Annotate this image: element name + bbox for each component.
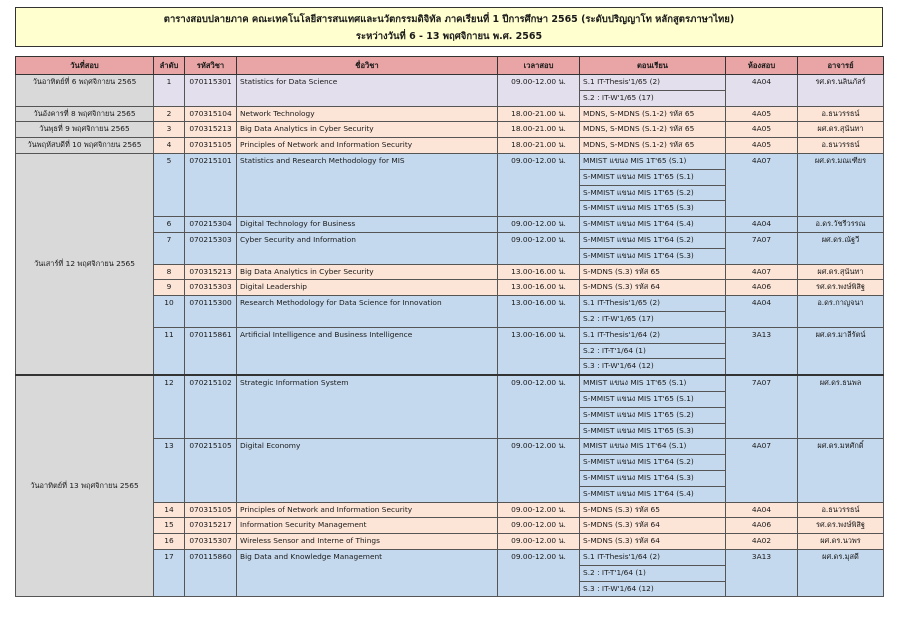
cell-no: 12 xyxy=(154,375,185,439)
cell-subject: Research Methodology for Data Science for Innovation xyxy=(237,296,498,328)
cell-no: 3 xyxy=(154,122,185,138)
header-subject: ชื่อวิชา xyxy=(237,57,498,75)
cell-subject: Principles of Network and Information Security xyxy=(237,138,498,154)
cell-subject: Digital Technology for Business xyxy=(237,217,498,233)
cell-time: 09.00-12.00 น. xyxy=(498,518,580,534)
cell-date: วันพุธที่ 9 พฤศจิกายน 2565 xyxy=(16,122,154,138)
cell-subject: Network Technology xyxy=(237,106,498,122)
cell-date: วันอังคารที่ 8 พฤศจิกายน 2565 xyxy=(16,106,154,122)
cell-section: S.2 : IT-W'1/65 (17) xyxy=(580,90,726,106)
cell-no: 10 xyxy=(154,296,185,328)
schedule-title-box xyxy=(15,7,883,47)
cell-room: 4A02 xyxy=(726,534,798,550)
cell-section: MMIST แขนง MIS 1T'65 (S.1) xyxy=(580,153,726,169)
cell-teacher: ผศ.ดร.มณเฑียร xyxy=(798,153,884,216)
cell-room: 4A04 xyxy=(726,75,798,107)
cell-section: S-MMIST แขนง MIS 1T'64 (S.4) xyxy=(580,486,726,502)
cell-section: S-MDNS (S.3) รหัส 64 xyxy=(580,518,726,534)
cell-subject: Information Security Management xyxy=(237,518,498,534)
cell-time: 09.00-12.00 น. xyxy=(498,153,580,216)
cell-section: MDNS, S-MDNS (S.1-2) รหัส 65 xyxy=(580,106,726,122)
cell-teacher: ผศ.ดร.ณัฐวี xyxy=(798,232,884,264)
header-code: รหัสวิชา xyxy=(185,57,237,75)
cell-subject: Artificial Intelligence and Business Intelligence xyxy=(237,327,498,375)
exam-schedule-table xyxy=(15,56,884,597)
cell-time: 09.00-12.00 น. xyxy=(498,439,580,502)
cell-teacher: อ.ธนวรรธน์ xyxy=(798,502,884,518)
cell-time: 13.00-16.00 น. xyxy=(498,280,580,296)
cell-no: 6 xyxy=(154,217,185,233)
cell-date: วันอาทิตย์ที่ 6 พฤศจิกายน 2565 xyxy=(16,75,154,107)
cell-section: S.1 IT-Thesis'1/64 (2) xyxy=(580,327,726,343)
cell-code: 070315307 xyxy=(185,534,237,550)
cell-time: 13.00-16.00 น. xyxy=(498,264,580,280)
cell-no: 13 xyxy=(154,439,185,502)
header-date: วันที่สอบ xyxy=(16,57,154,75)
table-body xyxy=(16,75,884,597)
cell-subject: Big Data and Knowledge Management xyxy=(237,549,498,596)
cell-teacher: ผศ.ดร.สุนันทา xyxy=(798,264,884,280)
cell-room: 4A07 xyxy=(726,439,798,502)
cell-code: 070315217 xyxy=(185,518,237,534)
cell-code: 070215105 xyxy=(185,439,237,502)
cell-time: 09.00-12.00 น. xyxy=(498,375,580,439)
cell-teacher: ผศ.ดร.มหศักดิ์ xyxy=(798,439,884,502)
cell-section: S-MMIST แขนง MIS 1T'65 (S.1) xyxy=(580,169,726,185)
cell-no: 17 xyxy=(154,549,185,596)
header-no: ลำดับ xyxy=(154,57,185,75)
cell-section: MMIST แขนง MIS 1T'64 (S.1) xyxy=(580,439,726,455)
cell-teacher: อ.ดร.กาญจนา xyxy=(798,296,884,328)
cell-subject: Cyber Security and Information xyxy=(237,232,498,264)
cell-section: MDNS, S-MDNS (S.1-2) รหัส 65 xyxy=(580,122,726,138)
cell-section: S-MMIST แขนง MIS 1T'64 (S.2) xyxy=(580,455,726,471)
cell-no: 8 xyxy=(154,264,185,280)
cell-time: 09.00-12.00 น. xyxy=(498,534,580,550)
cell-no: 2 xyxy=(154,106,185,122)
cell-no: 7 xyxy=(154,232,185,264)
cell-code: 070115301 xyxy=(185,75,237,107)
cell-time: 18.00-21.00 น. xyxy=(498,138,580,154)
table-row xyxy=(16,106,884,122)
cell-subject: Strategic Information System xyxy=(237,375,498,439)
cell-teacher: ผศ.ดร.มุสดี xyxy=(798,549,884,596)
cell-teacher: อ.ธนวรรธน์ xyxy=(798,106,884,122)
cell-section: MMIST แขนง MIS 1T'65 (S.1) xyxy=(580,375,726,391)
cell-section: S-MMIST แขนง MIS 1T'65 (S.2) xyxy=(580,185,726,201)
cell-code: 070315213 xyxy=(185,122,237,138)
schedule-title: ตารางสอบปลายภาค คณะเทคโนโลยีสารสนเทศและนวัตกรรมดิจิทัล ภาคเรียนที่ 1 ปีการศึกษา 2565 (ระดับปริญญาโท หลักสูตรภาษาไทย) xyxy=(163,14,735,25)
cell-no: 4 xyxy=(154,138,185,154)
cell-code: 070215101 xyxy=(185,153,237,216)
cell-section: S.2 : IT-T'1/64 (1) xyxy=(580,343,726,359)
cell-code: 070215304 xyxy=(185,217,237,233)
cell-subject: Digital Leadership xyxy=(237,280,498,296)
cell-room: 4A06 xyxy=(726,518,798,534)
cell-no: 16 xyxy=(154,534,185,550)
cell-subject: Statistics and Research Methodology for MIS xyxy=(237,153,498,216)
cell-section: S.3 : IT-W'1/64 (12) xyxy=(580,359,726,375)
cell-section: S-MMIST แขนง MIS 1T'65 (S.1) xyxy=(580,391,726,407)
cell-teacher: ผศ.ดร.สุนันทา xyxy=(798,122,884,138)
cell-room: 4A04 xyxy=(726,502,798,518)
cell-section: S.1 IT-Thesis'1/65 (2) xyxy=(580,296,726,312)
cell-time: 18.00-21.00 น. xyxy=(498,122,580,138)
cell-code: 070315213 xyxy=(185,264,237,280)
cell-code: 070115861 xyxy=(185,327,237,375)
cell-teacher: ผศ.ดร.นวพร xyxy=(798,534,884,550)
cell-subject: Wireless Sensor and Interne of Things xyxy=(237,534,498,550)
cell-code: 070315105 xyxy=(185,502,237,518)
cell-teacher: ผศ.ดร.มาลีรัตน์ xyxy=(798,327,884,375)
cell-time: 09.00-12.00 น. xyxy=(498,502,580,518)
cell-section: S.2 : IT-T'1/64 (1) xyxy=(580,565,726,581)
cell-section: S-MDNS (S.3) รหัส 65 xyxy=(580,264,726,280)
cell-teacher: รศ.ดร.นลินภัสร์ xyxy=(798,75,884,107)
table-row xyxy=(16,138,884,154)
cell-code: 070115300 xyxy=(185,296,237,328)
cell-section: S-MDNS (S.3) รหัส 64 xyxy=(580,534,726,550)
cell-section: S-MMIST แขนง MIS 1T'64 (S.3) xyxy=(580,470,726,486)
cell-code: 070315104 xyxy=(185,106,237,122)
cell-room: 3A13 xyxy=(726,327,798,375)
cell-time: 18.00-21.00 น. xyxy=(498,106,580,122)
cell-room: 4A07 xyxy=(726,264,798,280)
cell-section: S.2 : IT-W'1/65 (17) xyxy=(580,311,726,327)
cell-room: 4A06 xyxy=(726,280,798,296)
cell-room: 4A05 xyxy=(726,122,798,138)
cell-time: 09.00-12.00 น. xyxy=(498,549,580,596)
cell-no: 14 xyxy=(154,502,185,518)
cell-teacher: อ.ธนวรรธน์ xyxy=(798,138,884,154)
cell-section: S-MMIST แขนง MIS 1T'64 (S.2) xyxy=(580,232,726,248)
cell-section: S.1 IT-Thesis'1/64 (2) xyxy=(580,549,726,565)
cell-teacher: อ.ดร.วัชรีวรรณ xyxy=(798,217,884,233)
cell-section: S-MMIST แขนง MIS 1T'64 (S.3) xyxy=(580,248,726,264)
header-room: ห้องสอบ xyxy=(726,57,798,75)
cell-no: 9 xyxy=(154,280,185,296)
cell-no: 11 xyxy=(154,327,185,375)
cell-no: 5 xyxy=(154,153,185,216)
cell-section: S-MDNS (S.3) รหัส 64 xyxy=(580,280,726,296)
cell-no: 1 xyxy=(154,75,185,107)
cell-teacher: รศ.ดร.พงษ์พิสิฐ xyxy=(798,518,884,534)
cell-section: S.1 IT-Thesis'1/65 (2) xyxy=(580,75,726,91)
cell-section: S-MMIST แขนง MIS 1T'65 (S.3) xyxy=(580,423,726,439)
cell-subject: Big Data Analytics in Cyber Security xyxy=(237,264,498,280)
cell-time: 13.00-16.00 น. xyxy=(498,327,580,375)
cell-section: S-MMIST แขนง MIS 1T'65 (S.3) xyxy=(580,201,726,217)
cell-date: วันพฤหัสบดีที่ 10 พฤศจิกายน 2565 xyxy=(16,138,154,154)
cell-code: 070315303 xyxy=(185,280,237,296)
cell-teacher: ผศ.ดร.ธนพล xyxy=(798,375,884,439)
header-section: ตอนเรียน xyxy=(580,57,726,75)
cell-time: 13.00-16.00 น. xyxy=(498,296,580,328)
cell-code: 070315105 xyxy=(185,138,237,154)
table-row xyxy=(16,75,884,91)
cell-code: 070215102 xyxy=(185,375,237,439)
schedule-date-range: ระหว่างวันที่ 6 - 13 พฤศจิกายน พ.ศ. 2565 xyxy=(355,31,543,42)
cell-time: 09.00-12.00 น. xyxy=(498,75,580,107)
cell-room: 4A05 xyxy=(726,106,798,122)
cell-subject: Principles of Network and Information Security xyxy=(237,502,498,518)
header-teacher: อาจารย์ xyxy=(798,57,884,75)
cell-date: วันอาทิตย์ที่ 13 พฤศจิกายน 2565 xyxy=(16,375,154,597)
cell-section: S-MMIST แขนง MIS 1T'65 (S.2) xyxy=(580,407,726,423)
cell-room: 4A04 xyxy=(726,296,798,328)
cell-room: 4A07 xyxy=(726,153,798,216)
cell-code: 070215303 xyxy=(185,232,237,264)
cell-subject: Digital Economy xyxy=(237,439,498,502)
header-time: เวลาสอบ xyxy=(498,57,580,75)
cell-room: 3A13 xyxy=(726,549,798,596)
cell-time: 09.00-12.00 น. xyxy=(498,217,580,233)
table-header-row xyxy=(16,57,884,75)
cell-section: MDNS, S-MDNS (S.1-2) รหัส 65 xyxy=(580,138,726,154)
cell-subject: Big Data Analytics in Cyber Security xyxy=(237,122,498,138)
cell-time: 09.00-12.00 น. xyxy=(498,232,580,264)
cell-room: 7A07 xyxy=(726,232,798,264)
cell-teacher: รศ.ดร.พงษ์พิสิฐ xyxy=(798,280,884,296)
cell-section: S-MMIST แขนง MIS 1T'64 (S.4) xyxy=(580,217,726,233)
cell-date: วันเสาร์ที่ 12 พฤศจิกายน 2565 xyxy=(16,153,154,375)
cell-section: S-MDNS (S.3) รหัส 65 xyxy=(580,502,726,518)
cell-room: 4A04 xyxy=(726,217,798,233)
table-row xyxy=(16,153,884,169)
cell-code: 070115860 xyxy=(185,549,237,596)
cell-subject: Statistics for Data Science xyxy=(237,75,498,107)
cell-room: 7A07 xyxy=(726,375,798,439)
table-row xyxy=(16,375,884,391)
cell-no: 15 xyxy=(154,518,185,534)
table-row xyxy=(16,122,884,138)
cell-room: 4A05 xyxy=(726,138,798,154)
cell-section: S.3 : IT-W'1/64 (12) xyxy=(580,581,726,597)
